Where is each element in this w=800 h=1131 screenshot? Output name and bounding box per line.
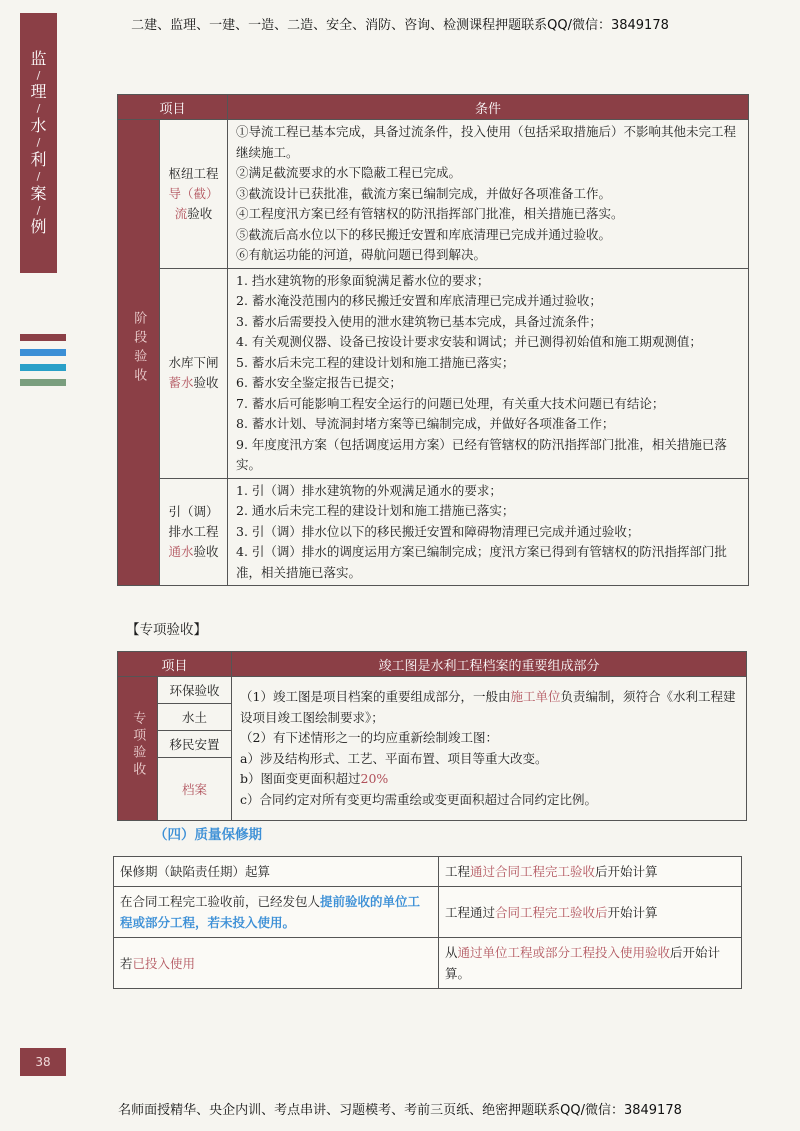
side-tab-char: 例 xyxy=(30,217,47,237)
cell-pre: 从 xyxy=(445,945,458,960)
side-tab-char: 水 xyxy=(30,116,47,136)
stage-label-text: 阶段验收 xyxy=(131,311,147,388)
condition-line: ③截流设计已获批准，截流方案已编制完成，并做好各项准备工作。 xyxy=(236,185,612,201)
side-tab-char: 案 xyxy=(30,183,47,203)
stripe xyxy=(20,364,66,371)
cell-highlight: 通过合同工程完工验收 xyxy=(470,864,596,879)
item-pre: 枢纽工程 xyxy=(168,165,219,181)
cell-pre: 在合同工程完工验收前，已经发包人 xyxy=(120,894,321,909)
right-cell xyxy=(439,938,742,989)
condition-line: 5. 蓄水后未完工程的建设计划和施工措施已落实； xyxy=(236,354,515,370)
condition-line: 2. 蓄水淹没范围内的移民搬迁安置和库底清理已完成并通过验收； xyxy=(236,293,602,308)
cell-post: 开始计算 xyxy=(607,904,658,920)
condition-cell xyxy=(228,268,749,478)
side-tab-separator: / xyxy=(36,169,41,183)
side-tab-char: 理 xyxy=(30,82,47,102)
condition-cell xyxy=(232,677,747,821)
stage-label xyxy=(118,677,158,821)
table-row xyxy=(114,938,742,989)
condition-line: 1. 引（调）排水建筑物的外观满足通水的要求； xyxy=(236,482,502,498)
line-pre: （1）竣工图是项目档案的重要组成部分，一般由 xyxy=(240,689,511,704)
condition-line: a）涉及结构形式、工艺、平面布置、项目等重大改变。 xyxy=(240,750,548,766)
stage-label xyxy=(118,120,160,586)
item-cell: 水土 xyxy=(158,704,232,731)
condition-line: c）合同约定对所有变更均需重绘或变更面积超过合同约定比例。 xyxy=(240,791,598,807)
side-tab-separator: / xyxy=(36,136,41,150)
condition-line: 2. 通水后未完工程的建设计划和施工措施已落实； xyxy=(236,503,515,518)
condition-line: 1. 挡水建筑物的形象面貌满足蓄水位的要求； xyxy=(236,272,490,288)
side-tab-char: 利 xyxy=(30,149,47,169)
condition-line xyxy=(240,687,738,728)
header-condition: 条件 xyxy=(228,95,749,120)
table-row xyxy=(118,677,747,704)
cell-highlight: 提前验收的单位工程或部分工程，若未投入使用。 xyxy=(120,894,421,930)
page-number: 38 xyxy=(20,1048,66,1076)
condition-line xyxy=(240,769,738,790)
line-post: 负责编制，须符合《水利工程建设项目竣工图绘制要求》； xyxy=(240,689,736,725)
line-pre: b）图面变更面积超过 xyxy=(240,771,361,786)
left-cell xyxy=(114,938,439,989)
header-item: 项目 xyxy=(118,95,228,120)
line-highlight: 20% xyxy=(360,771,389,786)
bottom-banner: 名师面授精华、央企内训、考点串讲、习题模考、考前三页纸、绝密押题联系QQ/微信：3849178 xyxy=(118,1103,682,1118)
condition-line: 4. 引（调）排水的调度运用方案已编制完成；度汛方案已得到有管辖权的防汛指挥部门批准，相关措施已落实。 xyxy=(236,544,727,580)
stage-acceptance-table xyxy=(117,94,749,586)
table-row xyxy=(118,268,749,478)
special-acceptance-label: 【专项验收】 xyxy=(126,622,207,638)
top-banner: 二建、监理、一建、一造、二造、安全、消防、咨询、检测课程押题联系QQ/微信：3849178 xyxy=(131,18,669,33)
item-cell: 移民安置 xyxy=(158,731,232,758)
condition-cell xyxy=(228,120,749,269)
item-cell xyxy=(160,478,228,586)
cell-highlight: 已投入使用 xyxy=(132,955,196,971)
line-highlight: 施工单位 xyxy=(510,689,561,704)
cell-highlight: 合同工程完工验收后 xyxy=(495,904,608,920)
condition-line: 9. 年度度汛方案（包括调度运用方案）已经有管辖权的防汛指挥部门批准，相关措施已落实。 xyxy=(236,436,727,472)
section-heading: （四）质量保修期 xyxy=(154,827,262,843)
right-cell xyxy=(439,857,742,887)
cell-pre: 工程 xyxy=(445,864,471,879)
item-pre: 水库下闸 xyxy=(168,355,219,370)
header-item: 项目 xyxy=(118,652,232,677)
cell-pre: 若 xyxy=(120,955,133,971)
cell-pre: 工程通过 xyxy=(445,904,496,920)
stripe xyxy=(20,379,66,386)
item-highlight: 蓄水 xyxy=(168,375,194,390)
table-row xyxy=(118,120,749,269)
item-highlight: 通水 xyxy=(168,543,194,559)
side-tab-separator: / xyxy=(36,102,41,116)
condition-line: （2）有下述情形之一的均应重新绘制竣工图： xyxy=(240,730,498,745)
table-row xyxy=(114,857,742,887)
side-tab-separator: / xyxy=(36,68,41,82)
table-row xyxy=(114,887,742,938)
item-post: 验收 xyxy=(187,205,213,221)
condition-line: ⑥有航运功能的河道，碍航问题已得到解决。 xyxy=(236,247,487,262)
condition-line: 6. 蓄水安全鉴定报告已提交； xyxy=(236,375,402,390)
condition-line: 7. 蓄水后可能影响工程安全运行的问题已处理，有关重大技术问题已有结论； xyxy=(236,395,665,411)
cell-post: 后开始计算 xyxy=(595,864,658,879)
header-condition: 竣工图是水利工程档案的重要组成部分 xyxy=(232,652,747,677)
table-row xyxy=(118,478,749,586)
item-pre: 引（调）排水工程 xyxy=(168,503,219,539)
item-post: 验收 xyxy=(193,375,219,390)
item-cell: 环保验收 xyxy=(158,677,232,704)
condition-line: 3. 引（调）排水位以下的移民搬迁安置和障碍物清理已完成并通过验收； xyxy=(236,523,640,539)
condition-line: ⑤截流后高水位以下的移民搬迁安置和库底清理已完成并通过验收。 xyxy=(236,226,612,242)
warranty-table xyxy=(113,856,742,989)
condition-line: 4. 有关观测仪器、设备已按设计要求安装和调试；并已测得初始值和施工期观测值； xyxy=(236,334,702,349)
left-cell: 保修期（缺陷责任期）起算 xyxy=(114,857,439,887)
item-highlight: 导（截）流 xyxy=(168,185,219,221)
table-header-row xyxy=(118,652,747,677)
chapter-side-tab xyxy=(20,13,57,273)
cell-post: 后开始计算。 xyxy=(445,945,721,981)
condition-line: 8. 蓄水计划、导流洞封堵方案等已编制完成，并做好各项准备工作； xyxy=(236,416,615,431)
table-header-row xyxy=(118,95,749,120)
decorative-stripes xyxy=(20,334,66,394)
stripe xyxy=(20,334,66,341)
condition-line: ④工程度汛方案已经有管辖权的防汛指挥部门批准，相关措施已落实。 xyxy=(236,206,624,221)
condition-line: ②满足截流要求的水下隐蔽工程已完成。 xyxy=(236,165,462,180)
cell-highlight: 通过单位工程或部分工程投入使用验收 xyxy=(457,945,671,960)
right-cell xyxy=(439,887,742,938)
condition-line: ①导流工程已基本完成，具备过流条件，投入使用（包括采取措施后）不影响其他未完工程继续施工。 xyxy=(236,124,737,160)
side-tab-separator: / xyxy=(36,203,41,217)
stage-label-text: 专项验收 xyxy=(130,711,146,780)
special-acceptance-table xyxy=(117,651,747,821)
side-tab-char: 监 xyxy=(30,48,47,68)
item-cell xyxy=(160,120,228,269)
condition-cell xyxy=(228,478,749,586)
condition-line: 3. 蓄水后需要投入使用的泄水建筑物已基本完成，具备过流条件； xyxy=(236,313,602,329)
left-cell xyxy=(114,887,439,938)
stripe xyxy=(20,349,66,356)
item-cell: 档案 xyxy=(158,758,232,821)
item-cell xyxy=(160,268,228,478)
item-post: 验收 xyxy=(193,543,219,559)
